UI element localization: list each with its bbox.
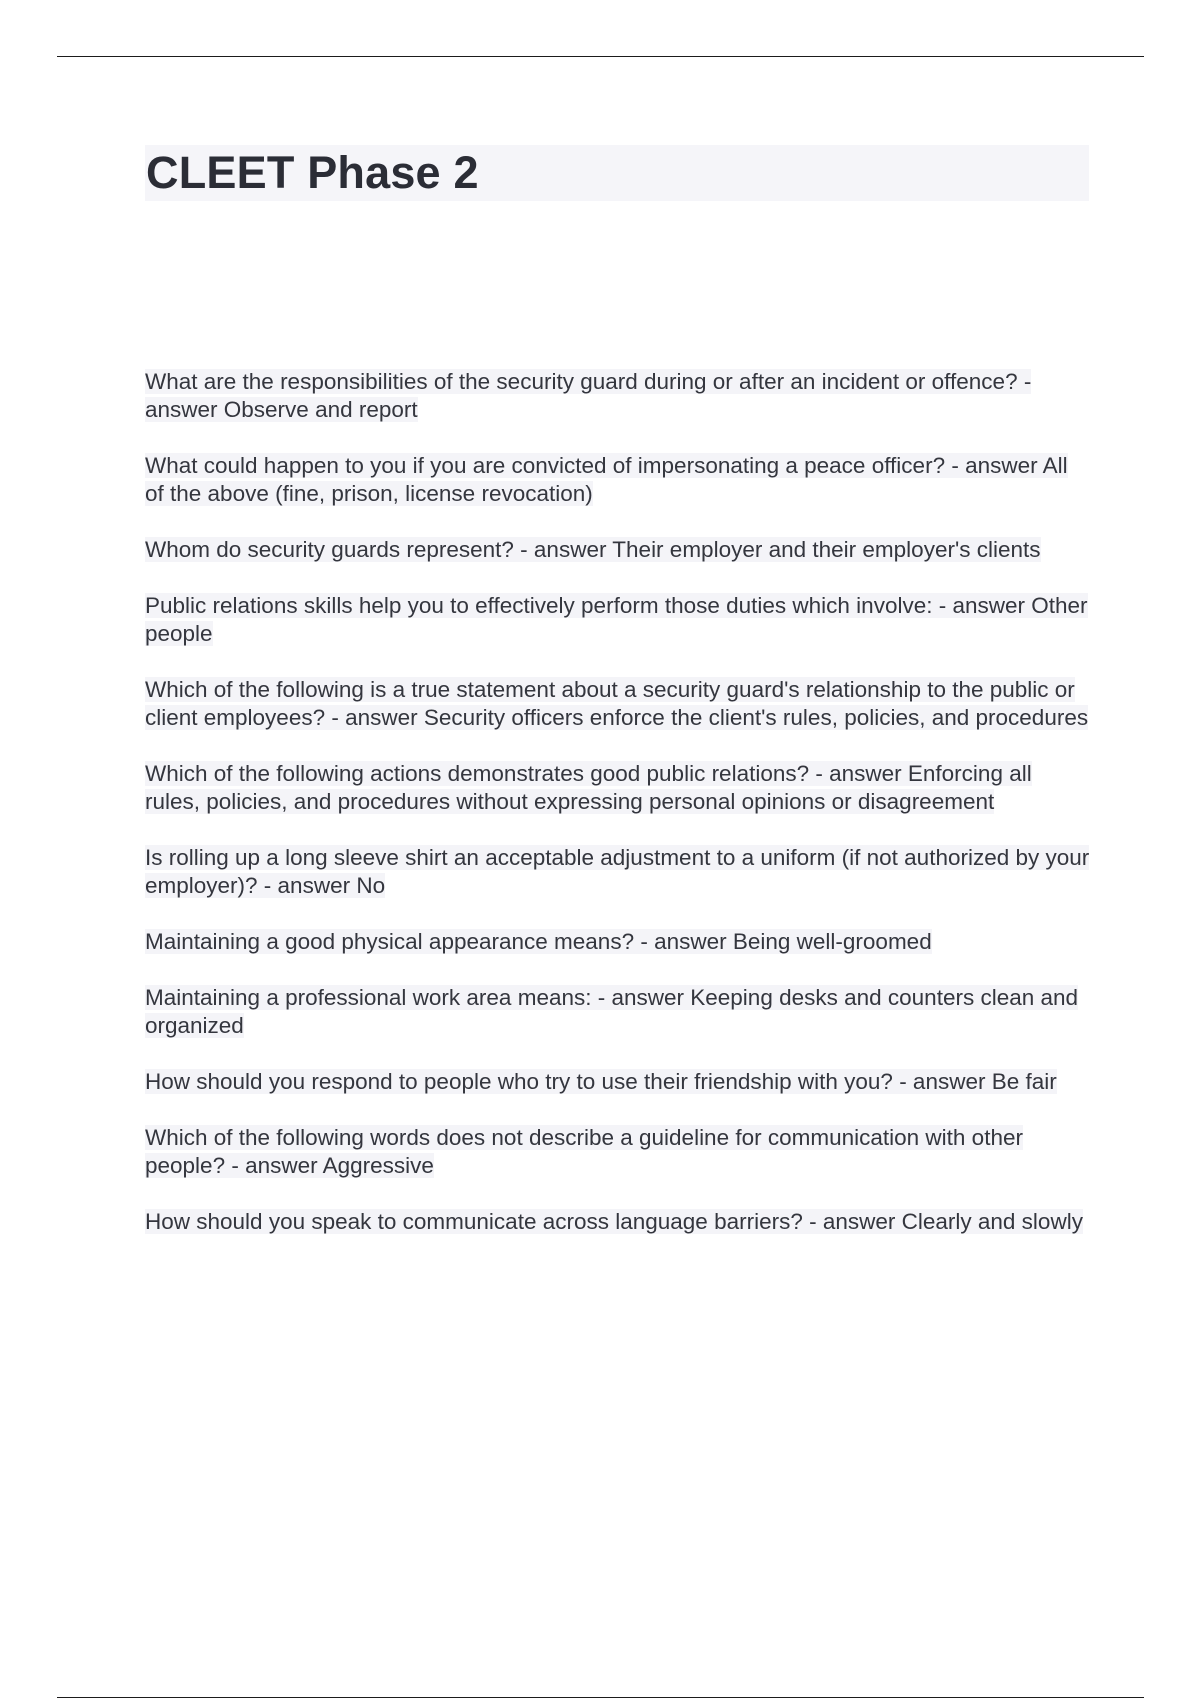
qa-text: Which of the following words does not describe a guideline for communication with other people? - answer Aggressive bbox=[145, 1125, 1023, 1178]
qa-item bbox=[145, 676, 1090, 732]
qa-item bbox=[145, 1124, 1090, 1180]
qa-item bbox=[145, 760, 1090, 816]
qa-item bbox=[145, 984, 1090, 1040]
qa-item bbox=[145, 452, 1090, 508]
qa-item bbox=[145, 928, 1090, 956]
qa-text: Which of the following actions demonstrates good public relations? - answer Enforcing all rules, policies, and procedures without expressing personal opinions or disagreement bbox=[145, 761, 1032, 814]
qa-text: Maintaining a good physical appearance means? - answer Being well-groomed bbox=[145, 929, 932, 954]
qa-text: Whom do security guards represent? - answer Their employer and their employer's clients bbox=[145, 537, 1041, 562]
page-title: CLEET Phase 2 bbox=[146, 147, 479, 198]
question-answer-list bbox=[145, 368, 1090, 1264]
qa-item bbox=[145, 536, 1090, 564]
qa-item bbox=[145, 1068, 1090, 1096]
qa-text: What could happen to you if you are convicted of impersonating a peace officer? - answer All of the above (fine, prison, license revocation) bbox=[145, 453, 1068, 506]
qa-item bbox=[145, 1208, 1090, 1236]
qa-item bbox=[145, 368, 1090, 424]
top-rule bbox=[57, 56, 1144, 57]
bottom-rule bbox=[57, 1697, 1144, 1698]
qa-text: What are the responsibilities of the security guard during or after an incident or offence? - answer Observe and report bbox=[145, 369, 1032, 422]
qa-text: Is rolling up a long sleeve shirt an acceptable adjustment to a uniform (if not authorized by your employer)? - answer No bbox=[145, 845, 1090, 898]
qa-text: How should you speak to communicate across language barriers? - answer Clearly and slowly bbox=[145, 1209, 1083, 1234]
qa-text: Public relations skills help you to effectively perform those duties which involve: - answer Other people bbox=[145, 593, 1088, 646]
qa-text: Maintaining a professional work area means: - answer Keeping desks and counters clean and organized bbox=[145, 985, 1079, 1038]
qa-text: How should you respond to people who try to use their friendship with you? - answer Be fair bbox=[145, 1069, 1057, 1094]
qa-text: Which of the following is a true statement about a security guard's relationship to the public or client employees? - answer Security officers enforce the client's rules, policies, and procedures bbox=[145, 677, 1089, 730]
qa-item bbox=[145, 844, 1090, 900]
qa-item bbox=[145, 592, 1090, 648]
